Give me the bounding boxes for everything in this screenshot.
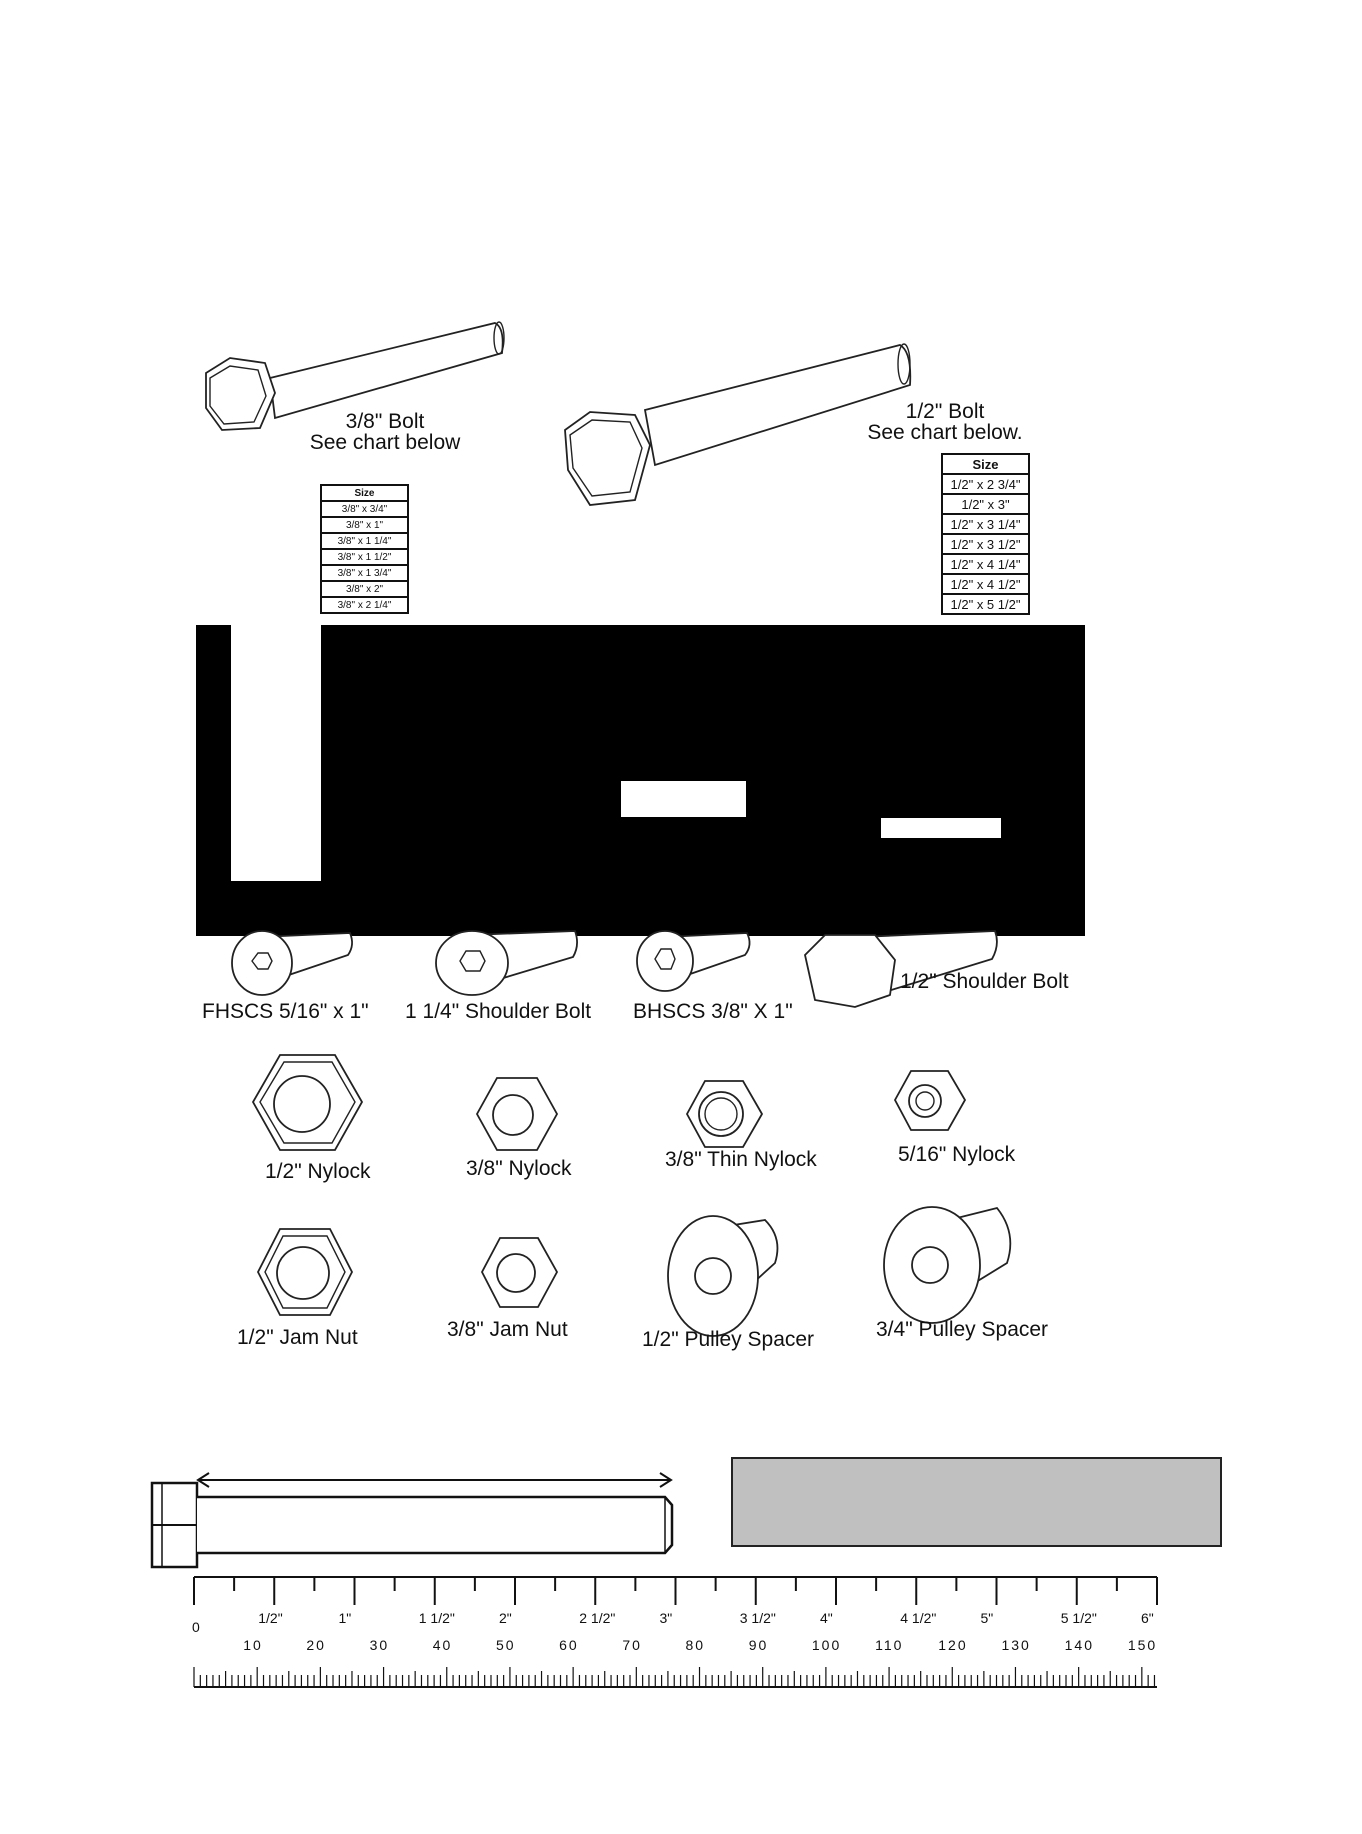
ruler-inch-label: 4"	[820, 1610, 833, 1626]
label-nylock-516: 5/16" Nylock	[898, 1143, 1016, 1166]
size-table-38-row: 3/8" x 1 1/2"	[321, 549, 408, 565]
ruler	[192, 1575, 1162, 1695]
ruler-mm-label: 90	[748, 1637, 769, 1653]
size-table-38-row: 3/8" x 1"	[321, 517, 408, 533]
size-table-38-row: 3/8" x 3/4"	[321, 501, 408, 517]
ruler-inch-label: 3"	[659, 1610, 673, 1626]
size-table-12-header: Size	[942, 454, 1029, 474]
size-table-38-row: 3/8" x 2"	[321, 581, 408, 597]
bolt-12-label-line1: 1/2" Bolt	[905, 400, 985, 423]
ruler-mm-label: 100	[811, 1637, 842, 1653]
ruler-mm-label: 70	[622, 1637, 642, 1653]
ruler-mm-label: 50	[495, 1637, 516, 1653]
ruler-inch-label: 1/2"	[258, 1610, 283, 1626]
ruler-inch-label: 1"	[338, 1610, 352, 1626]
label-jam-nut-12: 1/2" Jam Nut	[237, 1326, 358, 1349]
ruler-inch-label: 1 1/2"	[418, 1610, 455, 1626]
ruler-inch-label: 5"	[980, 1610, 994, 1626]
size-table-12	[941, 453, 1030, 615]
ruler-inch-label: 2"	[499, 1610, 512, 1626]
label-nylock-38: 3/8" Nylock	[466, 1157, 572, 1180]
size-table-12-row: 1/2" x 3 1/2"	[942, 534, 1029, 554]
size-table-12-row: 1/2" x 5 1/2"	[942, 594, 1029, 614]
measuring-bolt-illustration	[150, 1480, 680, 1570]
label-shoulder-bolt-114: 1 1/4" Shoulder Bolt	[405, 1000, 592, 1023]
size-table-12-row: 1/2" x 2 3/4"	[942, 474, 1029, 494]
label-nylock-12: 1/2" Nylock	[265, 1160, 371, 1183]
ruler-mm-label: 150	[1127, 1637, 1158, 1653]
ruler-mm-label: 130	[1001, 1637, 1031, 1653]
size-table-12-row: 1/2" x 3 1/4"	[942, 514, 1029, 534]
ruler-mm-ticks	[194, 1667, 1157, 1687]
fhscs-screw-illustration	[230, 925, 355, 995]
nylock-12-illustration	[250, 1050, 365, 1155]
label-bhscs: BHSCS 3/8" X 1"	[633, 1000, 793, 1023]
redaction-white-patch	[881, 818, 1001, 838]
nylock-516-illustration	[893, 1068, 968, 1133]
redaction-white-patch	[621, 781, 746, 817]
ruler-inch-label: 3 1/2"	[739, 1610, 776, 1626]
label-pulley-spacer-12: 1/2" Pulley Spacer	[642, 1328, 815, 1351]
size-table-12-row: 1/2" x 4 1/2"	[942, 574, 1029, 594]
ruler-mm-label: 140	[1064, 1637, 1094, 1653]
ruler-mm-label: 20	[306, 1637, 326, 1653]
label-fhscs: FHSCS 5/16" x 1"	[202, 1000, 369, 1023]
ruler-mm-label: 60	[559, 1637, 579, 1653]
size-table-38-row: 3/8" x 1 1/4"	[321, 533, 408, 549]
bhscs-screw-illustration	[635, 925, 755, 995]
bolt-38-label-line2: See chart below	[309, 431, 461, 454]
ruler-mm-label: 120	[938, 1637, 968, 1653]
pulley-spacer-34-illustration	[882, 1203, 1017, 1328]
nylock-38-illustration	[475, 1075, 560, 1153]
size-table-12-row: 1/2" x 4 1/4"	[942, 554, 1029, 574]
ruler-inch-label: 6"	[1141, 1610, 1154, 1626]
thin-nylock-38-illustration	[685, 1078, 765, 1150]
ruler-inch-label: 4 1/2"	[900, 1610, 937, 1626]
pulley-spacer-12-illustration	[665, 1208, 785, 1338]
jam-nut-38-illustration	[480, 1235, 560, 1310]
size-table-38	[320, 484, 409, 614]
size-table-12-row: 1/2" x 3"	[942, 494, 1029, 514]
jam-nut-12-illustration	[255, 1225, 355, 1320]
gray-note-box	[731, 1457, 1222, 1547]
label-pulley-spacer-34: 3/4" Pulley Spacer	[876, 1318, 1049, 1341]
ruler-inch-ticks	[194, 1577, 1157, 1605]
label-thin-nylock-38: 3/8" Thin Nylock	[665, 1148, 817, 1171]
label-jam-nut-38: 3/8" Jam Nut	[447, 1318, 568, 1341]
bolt-12-label-line2: See chart below.	[867, 421, 1023, 444]
ruler-mm-label: 80	[685, 1637, 706, 1653]
ruler-inch-label: 2 1/2"	[579, 1610, 616, 1626]
size-table-38-row: 3/8" x 1 3/4"	[321, 565, 408, 581]
ruler-inch-label: 0	[192, 1619, 200, 1635]
shoulder-bolt-12-illustration	[800, 925, 1000, 1010]
redaction-white-strip	[231, 625, 321, 881]
size-table-38-header: Size	[321, 485, 408, 501]
label-shoulder-bolt-12: 1/2" Shoulder Bolt	[900, 970, 1069, 993]
ruler-mm-label: 110	[875, 1637, 904, 1653]
ruler-mm-label: 10	[243, 1637, 263, 1653]
size-table-38-row: 3/8" x 2 1/4"	[321, 597, 408, 613]
shoulder-bolt-114-illustration	[430, 925, 580, 995]
ruler-inch-label: 5 1/2"	[1060, 1610, 1097, 1626]
ruler-mm-label: 40	[432, 1637, 453, 1653]
ruler-mm-label: 30	[369, 1637, 390, 1653]
bolt-38-label-line1: 3/8" Bolt	[345, 410, 425, 433]
